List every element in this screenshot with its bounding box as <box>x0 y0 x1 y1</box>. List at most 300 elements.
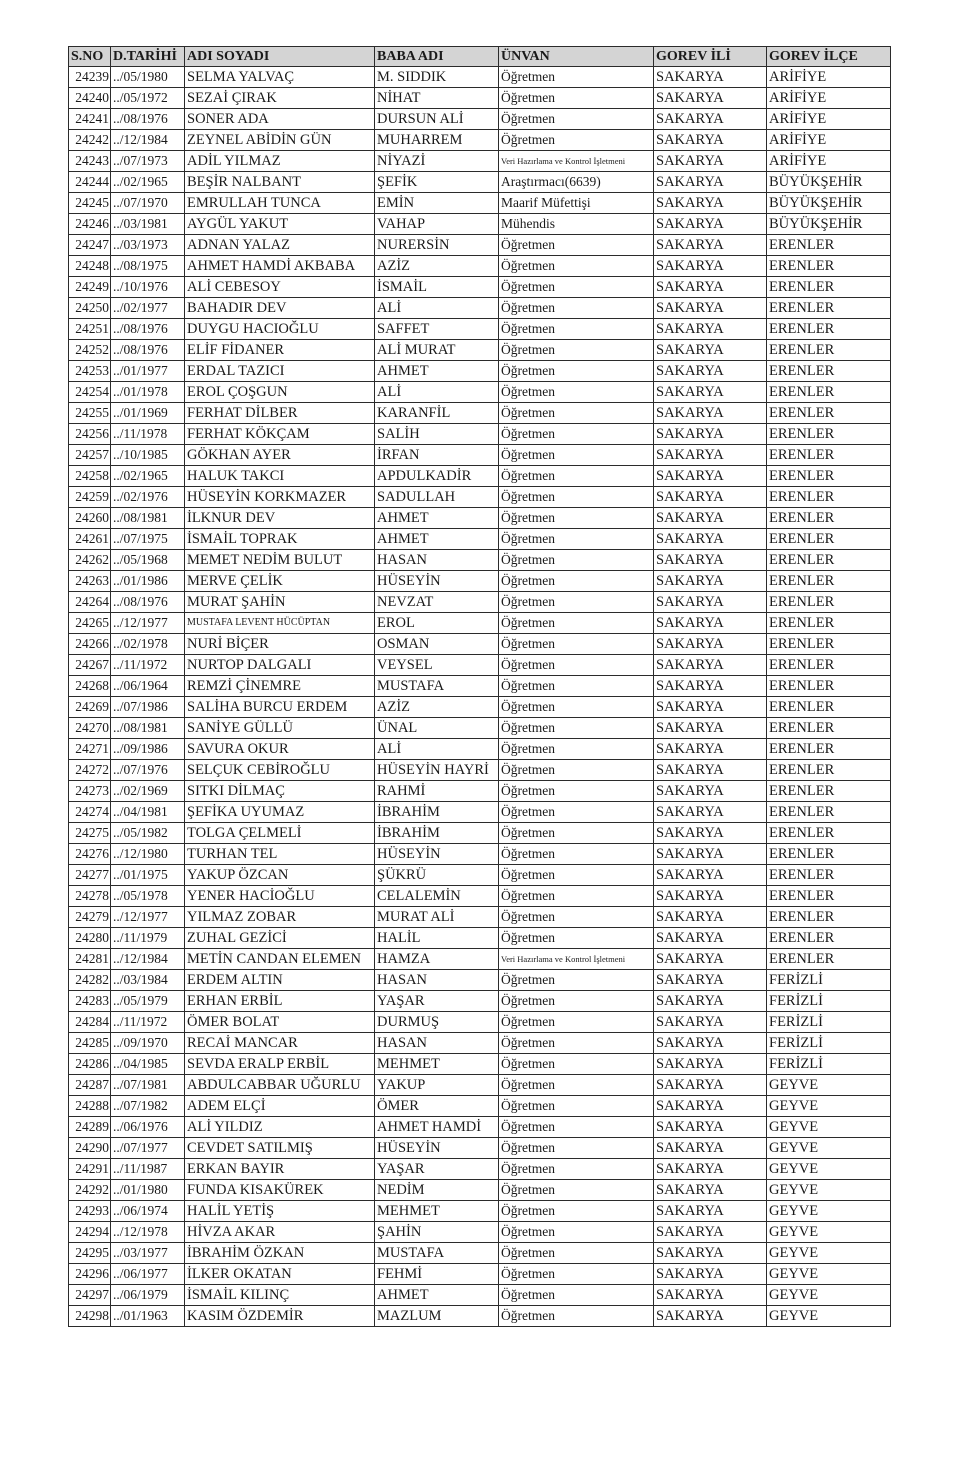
cell-father-name: YAKUP <box>375 1075 499 1096</box>
cell-title: Öğretmen <box>499 865 654 886</box>
cell-father-name: MAZLUM <box>375 1306 499 1327</box>
cell-full-name: İLKNUR DEV <box>185 508 375 529</box>
cell-father-name: MUSTAFA <box>375 676 499 697</box>
cell-birth-date: ../02/1965 <box>111 172 185 193</box>
cell-full-name: AHMET HAMDİ AKBABA <box>185 256 375 277</box>
cell-district: ARİFİYE <box>767 67 891 88</box>
cell-father-name: ÜNAL <box>375 718 499 739</box>
cell-father-name: ÖMER <box>375 1096 499 1117</box>
cell-title: Öğretmen <box>499 1075 654 1096</box>
cell-district: GEYVE <box>767 1285 891 1306</box>
cell-title: Öğretmen <box>499 319 654 340</box>
cell-district: ERENLER <box>767 781 891 802</box>
cell-province: SAKARYA <box>654 781 767 802</box>
cell-province: SAKARYA <box>654 1054 767 1075</box>
cell-district: ERENLER <box>767 550 891 571</box>
cell-sno: 24249 <box>69 277 111 298</box>
cell-province: SAKARYA <box>654 739 767 760</box>
cell-title: Öğretmen <box>499 760 654 781</box>
cell-sno: 24257 <box>69 445 111 466</box>
cell-sno: 24248 <box>69 256 111 277</box>
cell-father-name: AZİZ <box>375 697 499 718</box>
table-row <box>69 676 891 697</box>
table-row <box>69 571 891 592</box>
cell-district: GEYVE <box>767 1306 891 1327</box>
cell-sno: 24270 <box>69 718 111 739</box>
header-province: GOREV İLİ <box>654 47 767 67</box>
cell-district: ERENLER <box>767 634 891 655</box>
cell-district: GEYVE <box>767 1117 891 1138</box>
cell-province: SAKARYA <box>654 382 767 403</box>
table-row <box>69 214 891 235</box>
cell-father-name: İBRAHİM <box>375 823 499 844</box>
cell-title: Öğretmen <box>499 1012 654 1033</box>
cell-birth-date: ../05/1980 <box>111 67 185 88</box>
cell-full-name: SELÇUK CEBİROĞLU <box>185 760 375 781</box>
cell-province: SAKARYA <box>654 1243 767 1264</box>
cell-sno: 24242 <box>69 130 111 151</box>
cell-title: Öğretmen <box>499 739 654 760</box>
cell-province: SAKARYA <box>654 886 767 907</box>
table-row <box>69 382 891 403</box>
cell-province: SAKARYA <box>654 277 767 298</box>
table-row <box>69 277 891 298</box>
cell-title: Öğretmen <box>499 466 654 487</box>
cell-father-name: OSMAN <box>375 634 499 655</box>
cell-sno: 24284 <box>69 1012 111 1033</box>
cell-sno: 24263 <box>69 571 111 592</box>
cell-province: SAKARYA <box>654 445 767 466</box>
cell-province: SAKARYA <box>654 1138 767 1159</box>
cell-district: GEYVE <box>767 1243 891 1264</box>
table-row <box>69 634 891 655</box>
cell-birth-date: ../02/1978 <box>111 634 185 655</box>
cell-province: SAKARYA <box>654 1222 767 1243</box>
cell-full-name: HİVZA AKAR <box>185 1222 375 1243</box>
cell-full-name: ELİF FİDANER <box>185 340 375 361</box>
cell-birth-date: ../01/1977 <box>111 361 185 382</box>
cell-province: SAKARYA <box>654 907 767 928</box>
table-row <box>69 844 891 865</box>
cell-birth-date: ../07/1981 <box>111 1075 185 1096</box>
cell-birth-date: ../08/1976 <box>111 340 185 361</box>
cell-birth-date: ../05/1978 <box>111 886 185 907</box>
cell-father-name: YAŞAR <box>375 991 499 1012</box>
cell-province: SAKARYA <box>654 949 767 970</box>
cell-father-name: HASAN <box>375 550 499 571</box>
cell-province: SAKARYA <box>654 844 767 865</box>
table-row <box>69 1264 891 1285</box>
cell-title: Öğretmen <box>499 907 654 928</box>
cell-full-name: RECAİ MANCAR <box>185 1033 375 1054</box>
cell-birth-date: ../12/1984 <box>111 130 185 151</box>
table-row <box>69 1201 891 1222</box>
cell-father-name: AHMET <box>375 508 499 529</box>
header-title: ÜNVAN <box>499 47 654 67</box>
table-row <box>69 193 891 214</box>
table-row <box>69 130 891 151</box>
table-row <box>69 298 891 319</box>
cell-sno: 24290 <box>69 1138 111 1159</box>
cell-full-name: ADEM ELÇİ <box>185 1096 375 1117</box>
cell-father-name: EMİN <box>375 193 499 214</box>
cell-district: ERENLER <box>767 613 891 634</box>
cell-province: SAKARYA <box>654 991 767 1012</box>
cell-father-name: HASAN <box>375 970 499 991</box>
cell-birth-date: ../11/1972 <box>111 655 185 676</box>
cell-father-name: İBRAHİM <box>375 802 499 823</box>
cell-birth-date: ../10/1976 <box>111 277 185 298</box>
cell-district: ERENLER <box>767 844 891 865</box>
cell-sno: 24239 <box>69 67 111 88</box>
cell-province: SAKARYA <box>654 1159 767 1180</box>
cell-district: GEYVE <box>767 1222 891 1243</box>
cell-father-name: KARANFİL <box>375 403 499 424</box>
cell-father-name: NURERSİN <box>375 235 499 256</box>
cell-district: ERENLER <box>767 823 891 844</box>
table-row <box>69 319 891 340</box>
cell-district: FERİZLİ <box>767 1033 891 1054</box>
cell-full-name: SAVURA OKUR <box>185 739 375 760</box>
cell-province: SAKARYA <box>654 613 767 634</box>
cell-full-name: ÖMER BOLAT <box>185 1012 375 1033</box>
cell-province: SAKARYA <box>654 151 767 172</box>
cell-district: ERENLER <box>767 466 891 487</box>
header-full-name: ADI SOYADI <box>185 47 375 67</box>
cell-sno: 24250 <box>69 298 111 319</box>
cell-birth-date: ../06/1977 <box>111 1264 185 1285</box>
cell-father-name: İRFAN <box>375 445 499 466</box>
cell-full-name: SALİHA BURCU ERDEM <box>185 697 375 718</box>
cell-sno: 24241 <box>69 109 111 130</box>
table-row <box>69 256 891 277</box>
cell-birth-date: ../03/1977 <box>111 1243 185 1264</box>
cell-birth-date: ../12/1977 <box>111 907 185 928</box>
cell-full-name: TOLGA ÇELMELİ <box>185 823 375 844</box>
cell-father-name: MEHMET <box>375 1201 499 1222</box>
cell-father-name: AHMET <box>375 1285 499 1306</box>
cell-province: SAKARYA <box>654 508 767 529</box>
cell-province: SAKARYA <box>654 1075 767 1096</box>
cell-district: GEYVE <box>767 1180 891 1201</box>
table-row <box>69 67 891 88</box>
cell-father-name: SAFFET <box>375 319 499 340</box>
cell-district: ERENLER <box>767 592 891 613</box>
cell-title: Mühendis <box>499 214 654 235</box>
cell-father-name: NEDİM <box>375 1180 499 1201</box>
cell-father-name: CELALEMİN <box>375 886 499 907</box>
cell-father-name: FEHMİ <box>375 1264 499 1285</box>
cell-district: GEYVE <box>767 1264 891 1285</box>
cell-full-name: FERHAT KÖKÇAM <box>185 424 375 445</box>
cell-district: ERENLER <box>767 403 891 424</box>
cell-title: Öğretmen <box>499 1138 654 1159</box>
cell-birth-date: ../03/1973 <box>111 235 185 256</box>
cell-province: SAKARYA <box>654 1033 767 1054</box>
cell-sno: 24254 <box>69 382 111 403</box>
cell-full-name: ERDAL TAZICI <box>185 361 375 382</box>
cell-district: ERENLER <box>767 886 891 907</box>
table-row <box>69 403 891 424</box>
cell-sno: 24276 <box>69 844 111 865</box>
cell-province: SAKARYA <box>654 130 767 151</box>
cell-father-name: RAHMİ <box>375 781 499 802</box>
cell-father-name: DURSUN ALİ <box>375 109 499 130</box>
cell-sno: 24251 <box>69 319 111 340</box>
header-district: GOREV İLÇE <box>767 47 891 67</box>
cell-father-name: MUSTAFA <box>375 1243 499 1264</box>
cell-birth-date: ../02/1969 <box>111 781 185 802</box>
table-row <box>69 886 891 907</box>
cell-birth-date: ../03/1981 <box>111 214 185 235</box>
cell-full-name: DUYGU HACIOĞLU <box>185 319 375 340</box>
cell-father-name: HÜSEYİN HAYRİ <box>375 760 499 781</box>
cell-title: Öğretmen <box>499 1117 654 1138</box>
cell-sno: 24244 <box>69 172 111 193</box>
cell-province: SAKARYA <box>654 340 767 361</box>
cell-father-name: NEVZAT <box>375 592 499 613</box>
cell-province: SAKARYA <box>654 1117 767 1138</box>
cell-district: ARİFİYE <box>767 151 891 172</box>
cell-district: GEYVE <box>767 1201 891 1222</box>
table-row <box>69 1222 891 1243</box>
cell-father-name: HÜSEYİN <box>375 571 499 592</box>
cell-district: ERENLER <box>767 718 891 739</box>
cell-father-name: ŞÜKRÜ <box>375 865 499 886</box>
table-row <box>69 340 891 361</box>
cell-birth-date: ../02/1965 <box>111 466 185 487</box>
cell-sno: 24265 <box>69 613 111 634</box>
cell-province: SAKARYA <box>654 1012 767 1033</box>
cell-birth-date: ../07/1982 <box>111 1096 185 1117</box>
table-row <box>69 781 891 802</box>
table-row <box>69 739 891 760</box>
cell-title: Öğretmen <box>499 613 654 634</box>
cell-district: ERENLER <box>767 508 891 529</box>
cell-father-name: ALİ <box>375 298 499 319</box>
cell-father-name: AHMET <box>375 361 499 382</box>
cell-province: SAKARYA <box>654 403 767 424</box>
cell-father-name: AZİZ <box>375 256 499 277</box>
cell-province: SAKARYA <box>654 928 767 949</box>
cell-title: Öğretmen <box>499 235 654 256</box>
cell-sno: 24267 <box>69 655 111 676</box>
cell-birth-date: ../07/1976 <box>111 760 185 781</box>
cell-father-name: DURMUŞ <box>375 1012 499 1033</box>
cell-birth-date: ../11/1978 <box>111 424 185 445</box>
cell-birth-date: ../05/1979 <box>111 991 185 1012</box>
table-row <box>69 991 891 1012</box>
cell-title: Öğretmen <box>499 571 654 592</box>
cell-title: Öğretmen <box>499 67 654 88</box>
cell-full-name: ŞEFİKA UYUMAZ <box>185 802 375 823</box>
cell-title: Öğretmen <box>499 1306 654 1327</box>
cell-district: FERİZLİ <box>767 970 891 991</box>
cell-sno: 24277 <box>69 865 111 886</box>
cell-title: Öğretmen <box>499 1264 654 1285</box>
cell-father-name: ALİ MURAT <box>375 340 499 361</box>
cell-birth-date: ../07/1970 <box>111 193 185 214</box>
cell-father-name: HAMZA <box>375 949 499 970</box>
table-row <box>69 361 891 382</box>
cell-birth-date: ../04/1981 <box>111 802 185 823</box>
cell-full-name: ALİ CEBESOY <box>185 277 375 298</box>
table-row <box>69 88 891 109</box>
cell-sno: 24261 <box>69 529 111 550</box>
cell-birth-date: ../01/1980 <box>111 1180 185 1201</box>
cell-father-name: VEYSEL <box>375 655 499 676</box>
cell-full-name: HÜSEYİN KORKMAZER <box>185 487 375 508</box>
cell-birth-date: ../06/1976 <box>111 1117 185 1138</box>
cell-district: ERENLER <box>767 865 891 886</box>
cell-full-name: REMZİ ÇİNEMRE <box>185 676 375 697</box>
cell-title: Öğretmen <box>499 361 654 382</box>
cell-district: GEYVE <box>767 1096 891 1117</box>
cell-sno: 24268 <box>69 676 111 697</box>
cell-sno: 24266 <box>69 634 111 655</box>
cell-full-name: FUNDA KISAKÜREK <box>185 1180 375 1201</box>
table-row <box>69 823 891 844</box>
cell-title: Öğretmen <box>499 823 654 844</box>
cell-district: ERENLER <box>767 361 891 382</box>
cell-full-name: FERHAT DİLBER <box>185 403 375 424</box>
cell-province: SAKARYA <box>654 298 767 319</box>
cell-birth-date: ../12/1980 <box>111 844 185 865</box>
cell-title: Öğretmen <box>499 1201 654 1222</box>
cell-birth-date: ../08/1975 <box>111 256 185 277</box>
cell-birth-date: ../10/1985 <box>111 445 185 466</box>
cell-sno: 24292 <box>69 1180 111 1201</box>
cell-father-name: İSMAİL <box>375 277 499 298</box>
cell-district: BÜYÜKŞEHİR <box>767 214 891 235</box>
cell-birth-date: ../12/1984 <box>111 949 185 970</box>
cell-district: ERENLER <box>767 235 891 256</box>
cell-father-name: ALİ <box>375 382 499 403</box>
cell-father-name: MEHMET <box>375 1054 499 1075</box>
cell-province: SAKARYA <box>654 67 767 88</box>
header-father-name: BABA ADI <box>375 47 499 67</box>
cell-province: SAKARYA <box>654 634 767 655</box>
cell-province: SAKARYA <box>654 466 767 487</box>
cell-title: Öğretmen <box>499 109 654 130</box>
cell-sno: 24288 <box>69 1096 111 1117</box>
cell-sno: 24246 <box>69 214 111 235</box>
cell-full-name: BAHADIR DEV <box>185 298 375 319</box>
cell-father-name: M. SIDDIK <box>375 67 499 88</box>
cell-sno: 24278 <box>69 886 111 907</box>
cell-title: Öğretmen <box>499 508 654 529</box>
cell-district: GEYVE <box>767 1075 891 1096</box>
cell-birth-date: ../09/1970 <box>111 1033 185 1054</box>
cell-father-name: AHMET <box>375 529 499 550</box>
cell-district: GEYVE <box>767 1159 891 1180</box>
cell-title: Öğretmen <box>499 88 654 109</box>
cell-full-name: SONER ADA <box>185 109 375 130</box>
cell-district: ERENLER <box>767 424 891 445</box>
cell-sno: 24253 <box>69 361 111 382</box>
cell-sno: 24259 <box>69 487 111 508</box>
cell-sno: 24247 <box>69 235 111 256</box>
cell-title: Öğretmen <box>499 676 654 697</box>
cell-full-name: MEMET NEDİM BULUT <box>185 550 375 571</box>
cell-province: SAKARYA <box>654 256 767 277</box>
cell-birth-date: ../05/1982 <box>111 823 185 844</box>
cell-father-name: EROL <box>375 613 499 634</box>
cell-sno: 24296 <box>69 1264 111 1285</box>
cell-province: SAKARYA <box>654 865 767 886</box>
cell-title: Öğretmen <box>499 550 654 571</box>
cell-province: SAKARYA <box>654 361 767 382</box>
personnel-table <box>68 46 891 1327</box>
cell-full-name: ALİ YILDIZ <box>185 1117 375 1138</box>
cell-full-name: BEŞİR NALBANT <box>185 172 375 193</box>
cell-sno: 24273 <box>69 781 111 802</box>
cell-district: ERENLER <box>767 949 891 970</box>
cell-district: ARİFİYE <box>767 130 891 151</box>
cell-birth-date: ../02/1977 <box>111 298 185 319</box>
cell-district: ERENLER <box>767 319 891 340</box>
cell-title: Öğretmen <box>499 592 654 613</box>
table-row <box>69 1180 891 1201</box>
cell-sno: 24240 <box>69 88 111 109</box>
table-row <box>69 1033 891 1054</box>
table-row <box>69 655 891 676</box>
cell-sno: 24298 <box>69 1306 111 1327</box>
cell-birth-date: ../08/1981 <box>111 718 185 739</box>
cell-title: Araştırmacı(6639) <box>499 172 654 193</box>
cell-full-name: MURAT ŞAHİN <box>185 592 375 613</box>
cell-title: Öğretmen <box>499 130 654 151</box>
cell-title: Öğretmen <box>499 445 654 466</box>
cell-father-name: SADULLAH <box>375 487 499 508</box>
cell-full-name: SANİYE GÜLLÜ <box>185 718 375 739</box>
cell-father-name: NİYAZİ <box>375 151 499 172</box>
cell-sno: 24271 <box>69 739 111 760</box>
cell-title: Öğretmen <box>499 1243 654 1264</box>
cell-title: Öğretmen <box>499 634 654 655</box>
cell-title: Veri Hazırlama ve Kontrol İşletmeni <box>499 949 654 970</box>
cell-sno: 24280 <box>69 928 111 949</box>
cell-province: SAKARYA <box>654 1201 767 1222</box>
cell-title: Maarif Müfettişi <box>499 193 654 214</box>
table-row <box>69 760 891 781</box>
cell-birth-date: ../05/1972 <box>111 88 185 109</box>
cell-full-name: YENER HACİOĞLU <box>185 886 375 907</box>
table-row <box>69 802 891 823</box>
cell-birth-date: ../11/1979 <box>111 928 185 949</box>
cell-sno: 24283 <box>69 991 111 1012</box>
cell-sno: 24262 <box>69 550 111 571</box>
cell-district: ERENLER <box>767 571 891 592</box>
cell-full-name: İSMAİL KILINÇ <box>185 1285 375 1306</box>
cell-birth-date: ../08/1976 <box>111 592 185 613</box>
cell-district: ERENLER <box>767 256 891 277</box>
cell-full-name: ADİL YILMAZ <box>185 151 375 172</box>
cell-sno: 24295 <box>69 1243 111 1264</box>
cell-birth-date: ../01/1978 <box>111 382 185 403</box>
cell-district: ERENLER <box>767 802 891 823</box>
cell-full-name: NURTOP DALGALI <box>185 655 375 676</box>
cell-full-name: ERDEM ALTIN <box>185 970 375 991</box>
cell-district: ERENLER <box>767 760 891 781</box>
cell-full-name: ERKAN BAYIR <box>185 1159 375 1180</box>
cell-father-name: HALİL <box>375 928 499 949</box>
cell-province: SAKARYA <box>654 424 767 445</box>
table-row <box>69 907 891 928</box>
cell-sno: 24255 <box>69 403 111 424</box>
cell-sno: 24285 <box>69 1033 111 1054</box>
cell-sno: 24245 <box>69 193 111 214</box>
